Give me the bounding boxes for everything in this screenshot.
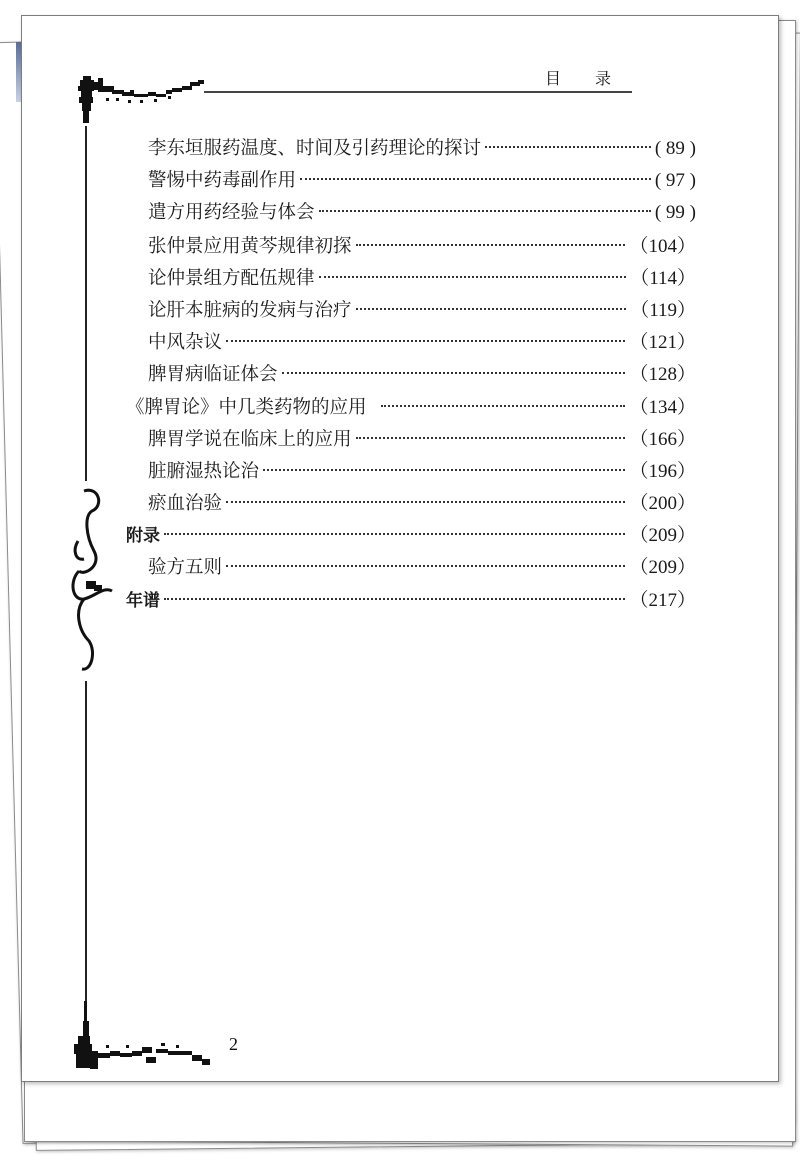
toc-entry[interactable] — [126, 198, 696, 230]
toc-entry[interactable] — [126, 134, 696, 166]
dot-leader — [263, 469, 625, 471]
dot-leader — [356, 244, 626, 246]
toc-entry[interactable] — [126, 295, 696, 327]
toc-entry[interactable] — [126, 392, 696, 424]
toc-entry-title: 论仲景组方配伍规律 — [148, 267, 315, 289]
toc-entry-page: （209） — [629, 525, 696, 547]
toc-entry[interactable] — [126, 263, 696, 295]
toc-entry[interactable] — [126, 359, 696, 391]
dot-leader — [319, 276, 627, 278]
toc-entry-page: （196） — [629, 460, 696, 482]
toc-entry-title: 脾胃病临证体会 — [148, 364, 278, 386]
section-title: 目录 — [545, 69, 646, 88]
toc-entry-page: （209） — [629, 557, 696, 579]
toc-entry-title: 遣方用药经验与体会 — [148, 202, 315, 224]
toc-entry-title: 脏腑湿热论治 — [148, 460, 260, 482]
dot-leader — [356, 308, 627, 310]
dot-leader — [164, 598, 625, 600]
toc-entry[interactable] — [126, 424, 696, 456]
toc-entry-title: 李东垣服药温度、时间及引药理论的探讨 — [148, 138, 482, 159]
toc-entry-page: （128） — [629, 364, 696, 386]
corner-ornament-top-icon — [72, 68, 217, 138]
dot-leader — [226, 340, 625, 342]
dot-leader — [319, 210, 651, 212]
dot-leader — [300, 178, 651, 180]
toc-entry-page: （217） — [629, 589, 696, 611]
header-rule — [207, 91, 632, 93]
page-number: 2 — [229, 1034, 238, 1054]
toc-entry[interactable] — [126, 456, 696, 488]
dot-leader — [381, 405, 626, 407]
dot-leader — [485, 146, 651, 148]
toc-entry-title: 年谱 — [126, 590, 160, 611]
dot-leader — [164, 533, 625, 535]
dot-leader — [356, 437, 626, 439]
toc-entry-page: ( 99 ) — [654, 202, 696, 224]
toc-entry-title: 瘀血治验 — [148, 493, 223, 515]
toc-entry-page: （104） — [629, 235, 696, 257]
toc-entry[interactable] — [126, 488, 696, 520]
side-ornament-icon — [64, 481, 114, 681]
toc-entry-title: 论肝本脏病的发病与治疗 — [148, 299, 352, 321]
document-page — [21, 15, 779, 1082]
toc-entry-page: ( 97 ) — [654, 170, 696, 192]
toc-entry-page: ( 89 ) — [654, 138, 696, 159]
toc-entry-title: 《脾胃论》中几类药物的应用 — [126, 396, 367, 418]
toc-entry-page: （119） — [630, 299, 696, 321]
toc-entry-title: 警惕中药毒副作用 — [148, 170, 297, 192]
toc-section-entry[interactable] — [126, 585, 696, 617]
toc-entry-title: 附录 — [126, 526, 160, 547]
toc-entry-page: （121） — [629, 332, 696, 354]
dot-leader — [226, 565, 625, 567]
toc-entry-page: （114） — [630, 267, 696, 289]
toc-entry-page: （166） — [629, 428, 696, 450]
toc-entry[interactable] — [126, 231, 696, 263]
toc-entry[interactable] — [126, 327, 696, 359]
corner-ornament-bottom-icon — [66, 1001, 226, 1081]
toc-entry-page: （134） — [629, 396, 696, 418]
toc-entry[interactable] — [126, 166, 696, 198]
toc-entry[interactable] — [126, 552, 696, 584]
dot-leader — [226, 501, 625, 503]
toc-section-entry[interactable] — [126, 520, 696, 552]
dot-leader — [282, 372, 626, 374]
toc-entry-title: 张仲景应用黄芩规律初探 — [148, 235, 352, 257]
toc-entry-page: （200） — [629, 493, 696, 515]
toc-entry-title: 中风杂议 — [148, 332, 223, 354]
toc-entry-title: 脾胃学说在临床上的应用 — [148, 428, 352, 450]
table-of-contents — [126, 134, 696, 617]
toc-entry-title: 验方五则 — [148, 557, 223, 579]
